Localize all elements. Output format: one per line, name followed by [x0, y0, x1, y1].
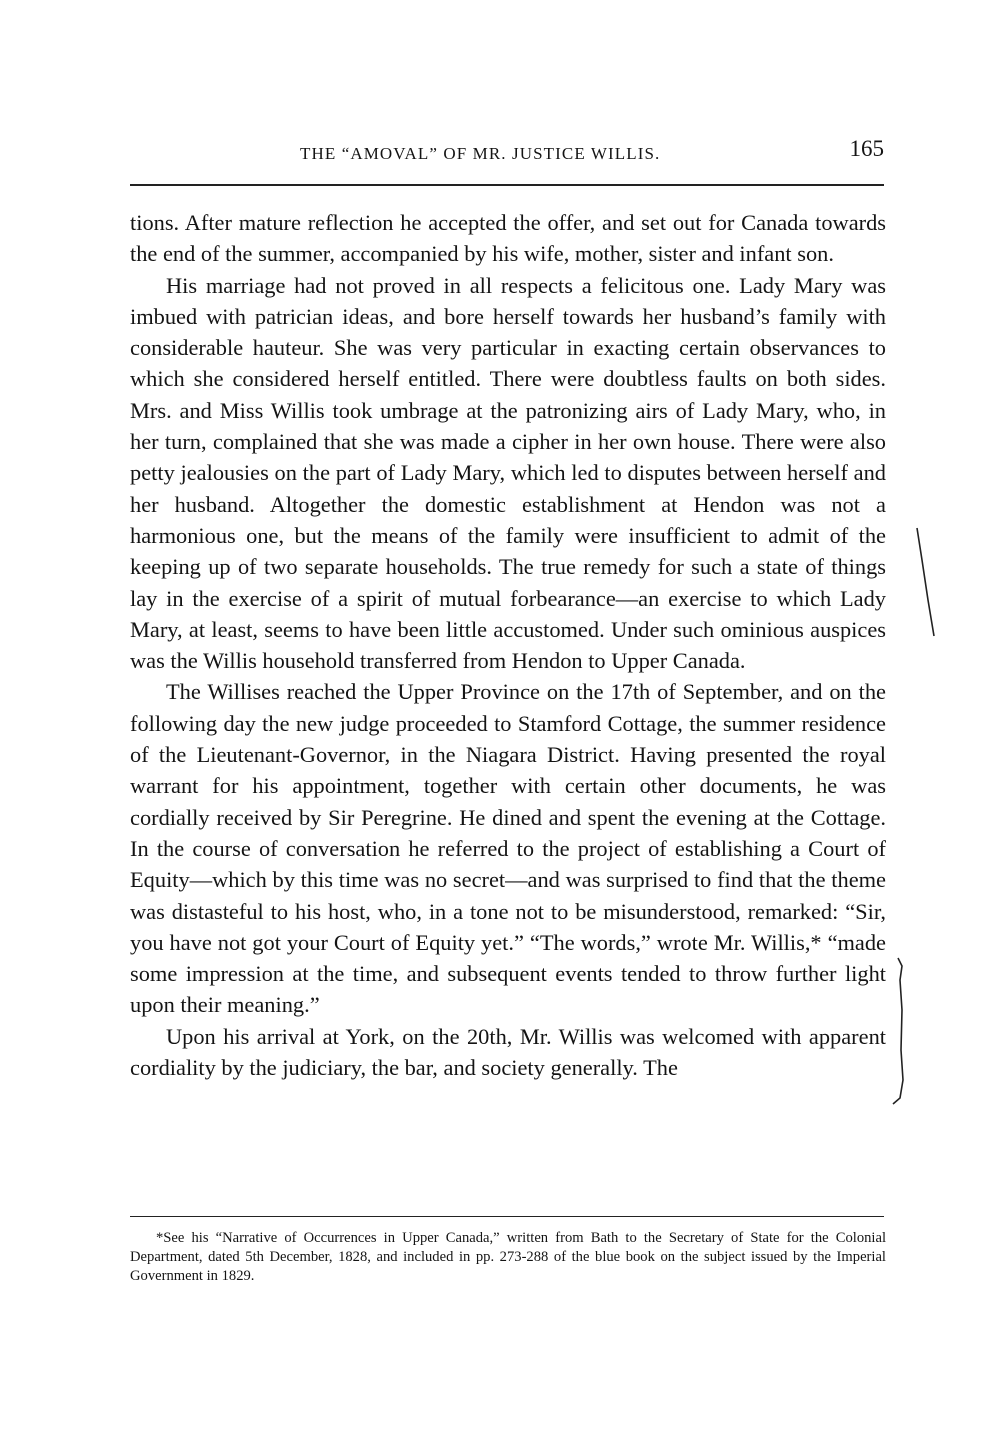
- footnote-rule: [130, 1216, 884, 1217]
- page-number: 165: [849, 136, 884, 161]
- paragraph-1: tions. After mature reflection he accepted the offer, and set out for Canada towards the end of the summer, accompanied by his wife, mother, sister and infant son.: [130, 210, 886, 267]
- running-head: [130, 136, 886, 176]
- paragraph-4: Upon his arrival at York, on the 20th, Mr. Willis was welcomed with apparent cordiality by the judiciary, the bar, and society generally. The: [130, 1023, 886, 1081]
- running-title: THE “AMOVAL” OF MR. JUSTICE WILLIS.: [300, 144, 661, 163]
- margin-stroke-upper: [917, 528, 934, 636]
- paragraph-2: His marriage had not proved in all respects a felicitous one. Lady Mary was imbued with patrician ideas, and bore herself towards her husband’s family with considerable hauteur. She was very particular in exacting certain observances to which she considered herself entitled. There were doubtless faults on both sides. Mrs. and Miss Willis took umbrage at the patronizing airs of Lady Mary, who, in her turn, complained that she was made a cipher in her own house. There were also petty jealousies on the part of Lady Mary, which led to disputes between herself and her husband. Altogether the domestic establishment at Hendon was not a harmonious one, but the means of the family were insufficient to admit of the keeping up of two separate households. The true remedy for such a state of things lay in the exercise of a spirit of mutual forbearance—an exercise to which Lady Mary, at least, seems to have been little accustomed. Under such ominious auspices was the Willis household transferred from Hendon to Upper Canada.: [130, 272, 886, 674]
- margin-bracket-lower: [893, 958, 903, 1104]
- header-rule: [130, 184, 884, 186]
- paragraph-3: The Willises reached the Upper Province on the 17th of September, and on the following day the new judge proceeded to Stamford Cottage, the summer residence of the Lieutenant-Governor, in the Niagara District. Having presented the royal warrant for his appointment, together with certain other documents, he was cordially received by Sir Peregrine. He dined and spent the evening at the Cottage. In the course of conversation he referred to the project of establishing a Court of Equity—which by this time was no secret—and was surprised to find that the theme was distasteful to his host, who, in a tone not to be misunderstood, remarked: “Sir, you have not got your Court of Equity yet.” “The words,” wrote Mr. Willis,* “made some impression at the time, and subsequent events tended to throw further light upon their meaning.”: [130, 679, 886, 1018]
- body-text: [130, 207, 886, 1083]
- footnote: *See his “Narrative of Occurrences in Upper Canada,” written from Bath to the Secretary of State for the Colonial Department, dated 5th December, 1828, and included in pp. 273-288 of the blue book on the subject issued by the Imperial Government in 1829.: [130, 1230, 886, 1285]
